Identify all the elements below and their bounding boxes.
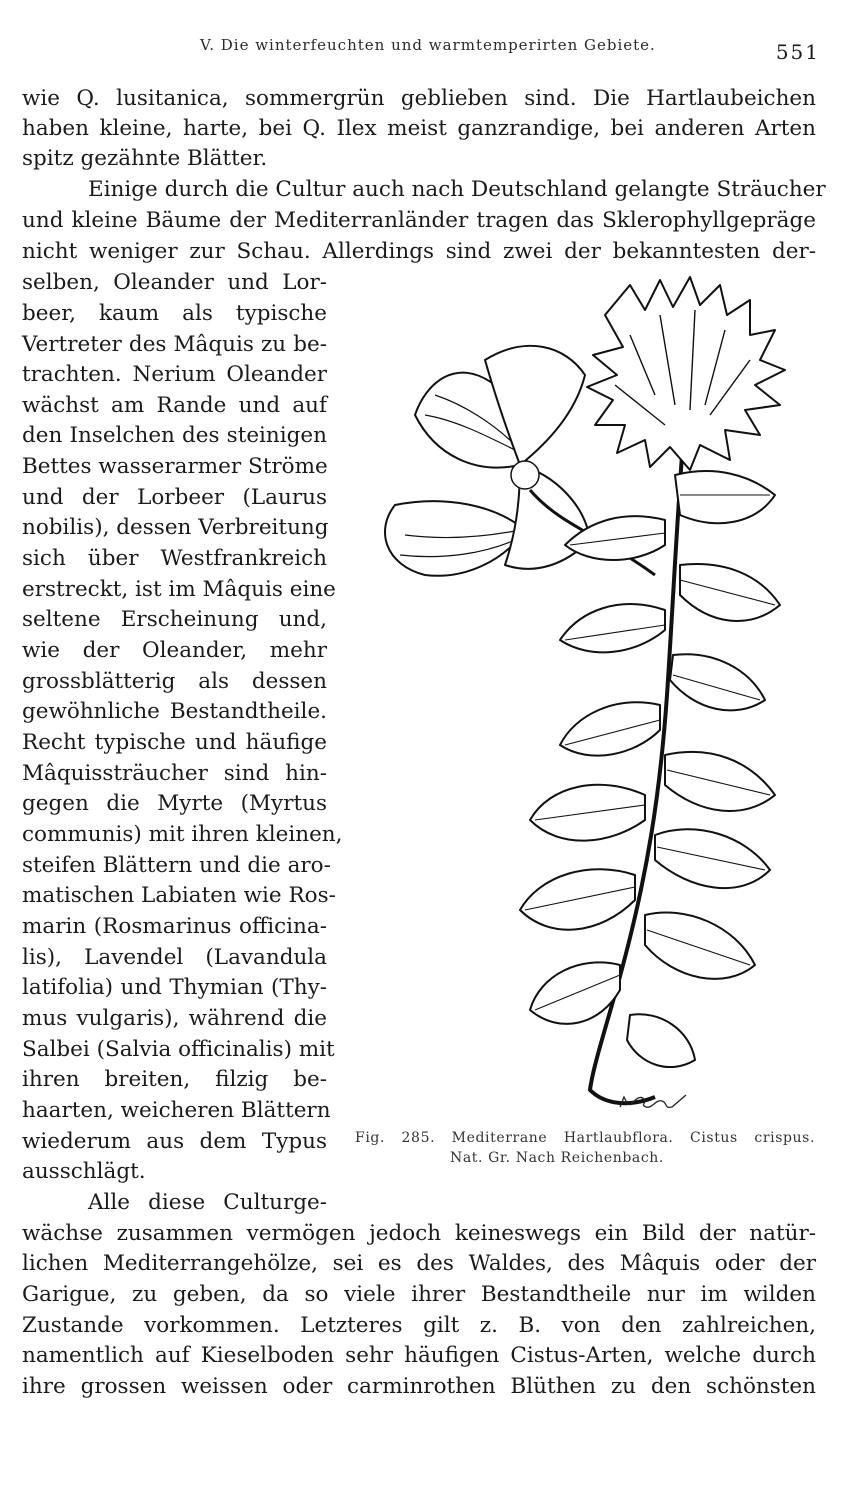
column-line: wächst am Rande und auf: [22, 393, 327, 418]
body-line: nicht weniger zur Schau. Allerdings sind zwei der bekanntesten der-: [22, 239, 816, 264]
column-line: marin (Rosmarinus officina-: [22, 914, 327, 939]
body-line: wie Q. lusitanica, sommergrün geblieben sind. Die Hartlaubeichen: [22, 86, 816, 111]
column-line: gewöhnliche Bestandtheile.: [22, 699, 327, 724]
page-number: 551: [775, 40, 820, 64]
column-line: Vertreter des Mâquis zu be-: [22, 332, 327, 357]
column-line: haarten, weicheren Blättern: [22, 1098, 331, 1123]
leaf: [680, 564, 780, 621]
leaf: [665, 752, 775, 811]
column-line: Recht typische und häufige: [22, 730, 327, 755]
leaf: [645, 912, 755, 978]
caption-line: Nat. Gr. Nach Reichenbach.: [450, 1150, 664, 1166]
leaf: [670, 654, 765, 710]
column-line: Mâquissträucher sind hin-: [22, 761, 327, 786]
column-line: beer, kaum als typische: [22, 301, 327, 326]
column-line: sich über Westfrankreich: [22, 546, 327, 571]
column-line: steifen Blättern und die aro-: [22, 853, 331, 878]
column-line: den Inselchen des steinigen: [22, 423, 327, 448]
body-line: spitz gezähnte Blätter.: [22, 146, 268, 171]
column-line: matischen Labiaten wie Ros-: [22, 883, 336, 908]
body-line: und kleine Bäume der Mediterranländer tragen das Sklerophyllgepräge: [22, 208, 816, 233]
body-line: lichen Mediterrangehölze, sei es des Waldes, des Mâquis oder der: [22, 1251, 816, 1276]
body-line: ihre grossen weissen oder carminrothen Blüthen zu den schönsten: [22, 1374, 816, 1399]
flower-head: [587, 277, 785, 470]
column-line: ihren breiten, filzig be-: [22, 1067, 327, 1092]
flower-petal: [385, 501, 525, 576]
column-line: wiederum aus dem Typus: [22, 1129, 327, 1154]
figure-caption: [355, 1130, 815, 1166]
body-line: haben kleine, harte, bei Q. Ilex meist ganzrandige, bei anderen Arten: [22, 116, 816, 141]
column-line: lis), Lavendel (Lavandula: [22, 945, 327, 970]
column-line: Alle diese Culturge-: [88, 1190, 327, 1215]
leaf: [627, 1014, 695, 1067]
column-line: und der Lorbeer (Laurus: [22, 485, 327, 510]
column-line: Bettes wasserarmer Ströme: [22, 454, 328, 479]
column-line: Salbei (Salvia officinalis) mit: [22, 1037, 335, 1062]
column-line: gegen die Myrte (Myrtus: [22, 791, 327, 816]
body-line: Garigue, zu geben, da so viele ihrer Bestandtheile nur im wilden: [22, 1282, 816, 1307]
column-line: latifolia) und Thymian (Thy-: [22, 975, 327, 1000]
column-line: erstreckt, ist im Mâquis eine: [22, 577, 336, 602]
body-line: wächse zusammen vermögen jedoch keineswegs ein Bild der natür-: [22, 1221, 816, 1246]
leaf: [560, 604, 665, 652]
column-line: selben, Oleander und Lor-: [22, 270, 327, 295]
body-line: Zustande vorkommen. Letzteres gilt z. B. von den zahlreichen,: [22, 1313, 816, 1338]
column-line: seltene Erscheinung und,: [22, 607, 327, 632]
body-line: namentlich auf Kieselboden sehr häufigen Cistus-Arten, welche durch: [22, 1343, 816, 1368]
leaf: [560, 702, 660, 755]
column-line: grossblätterig als dessen: [22, 669, 327, 694]
column-line: ausschlägt.: [22, 1159, 146, 1184]
column-line: nobilis), dessen Verbreitung: [22, 515, 329, 540]
column-line: communis) mit ihren kleinen,: [22, 822, 343, 847]
body-line: Einige durch die Cultur auch nach Deutschland gelangte Sträucher: [88, 177, 826, 202]
caption-line: Fig. 285. Mediterrane Hartlaubflora. Cistus crispus.: [355, 1130, 815, 1146]
cistus-crispus-illustration: [355, 275, 825, 1125]
column-line: mus vulgaris), während die: [22, 1006, 327, 1031]
running-header: V. Die winterfeuchten und warmtemperirten Gebiete.: [200, 36, 656, 54]
leaf: [675, 471, 775, 523]
column-line: trachten. Nerium Oleander: [22, 362, 327, 387]
column-line: wie der Oleander, mehr: [22, 638, 327, 663]
